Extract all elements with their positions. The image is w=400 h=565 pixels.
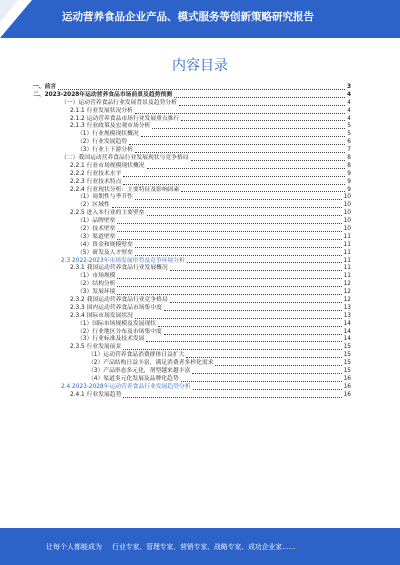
toc-entry[interactable] [33, 100, 351, 108]
toc-entry-label: （1）运动营养食品消费群体日益扩大 [88, 352, 185, 359]
toc-entry-page: 11 [343, 265, 351, 272]
toc-entry[interactable] [33, 171, 351, 179]
toc-entry-label: （1）周期性与季节性 [77, 194, 133, 201]
toc-dot-leader [123, 396, 341, 398]
toc-entry-label: （4）资金和规模壁垒 [77, 241, 133, 248]
toc-entry-page: 16 [343, 375, 351, 382]
toc-dot-leader [181, 190, 345, 192]
toc-entry[interactable] [33, 234, 351, 242]
toc-entry-page: 11 [343, 233, 351, 240]
toc-entry-label: （5）研发及人才壁垒 [77, 249, 133, 256]
toc-entry-label: （3）发展环境 [77, 289, 116, 296]
toc-entry-page: 14 [343, 328, 351, 335]
toc-entry-page: 12 [343, 289, 351, 296]
toc-dot-leader [117, 222, 341, 224]
footer-slogan-main: 让每个人都能成为 [46, 543, 102, 551]
toc-dot-leader [141, 135, 346, 137]
toc-entry[interactable] [33, 250, 351, 258]
toc-dot-leader [135, 112, 345, 114]
toc-entry-page: 15 [343, 368, 351, 375]
toc-entry-page: 10 [343, 194, 351, 201]
toc-entry[interactable] [33, 313, 351, 321]
toc-dot-leader [117, 285, 341, 287]
toc-entry-page: 10 [343, 218, 351, 225]
toc-entry-label: （3）渠道壁垒 [77, 233, 116, 240]
toc-entry-page: 5 [347, 123, 351, 130]
toc-entry[interactable] [33, 352, 351, 360]
toc-entry-label: （1）品牌壁垒 [77, 218, 116, 225]
toc-entry-page: 16 [343, 383, 351, 390]
toc-entry-label: （3）行业标准及技术发展 [77, 336, 145, 343]
toc-entry[interactable] [33, 84, 351, 92]
toc-dot-leader [135, 198, 342, 200]
toc-dot-leader [191, 159, 346, 161]
toc-dot-leader [129, 143, 345, 145]
toc-entry[interactable] [33, 376, 351, 384]
toc-dot-leader [192, 372, 341, 374]
toc-dot-leader [135, 246, 342, 248]
toc-dot-leader [117, 230, 341, 232]
toc-entry[interactable] [33, 384, 351, 392]
toc-entry-page: 6 [347, 139, 351, 146]
toc-entry-page: 12 [343, 297, 351, 304]
toc-dot-leader [112, 206, 342, 208]
toc-entry-page: 8 [347, 162, 351, 169]
toc-entry-page: 4 [346, 91, 351, 98]
toc-dot-leader [135, 317, 342, 319]
toc-entry-page: 13 [343, 304, 351, 311]
toc-entry-page: 11 [343, 241, 351, 248]
toc-entry-page: 3 [346, 83, 351, 90]
toc-entry-page: 15 [343, 352, 351, 359]
toc-entry-label: （二）我国运动营养食品行业发展现状与竞争格局 [61, 155, 189, 161]
toc-entry-page: 10 [343, 202, 351, 209]
toc-entry[interactable] [33, 392, 351, 400]
toc-entry[interactable] [33, 360, 351, 368]
toc-dot-leader [146, 340, 341, 342]
toc-entry[interactable] [33, 281, 351, 289]
toc-entry[interactable] [33, 108, 351, 116]
footer-slogan [46, 541, 386, 552]
toc-entry[interactable] [33, 218, 351, 226]
toc-dot-leader [187, 261, 342, 263]
toc-entry-label: 2.4.1 行业发展趋势 [70, 391, 122, 398]
toc-entry[interactable] [33, 155, 351, 163]
toc-dot-leader [123, 183, 345, 185]
toc-entry-page: 11 [343, 273, 351, 280]
toc-dot-leader [152, 127, 345, 129]
toc-entry[interactable] [33, 297, 351, 305]
toc-entry-page: 14 [343, 336, 351, 343]
toc-entry-label: （2）区域性 [77, 202, 110, 209]
toc-entry[interactable] [33, 139, 351, 147]
toc-entry-label: 二、2023-2028年运动营养食品市场前景及趋势预测 [33, 91, 173, 98]
toc-dot-leader [158, 325, 342, 327]
toc-entry-label: 2.4 2023-2028年运动营养食品行业发展趋势分析 [61, 383, 191, 390]
toc-entry-label: （4）渠道多元化发展及品牌化趋势 [88, 375, 179, 382]
toc-entry-page: 11 [343, 249, 351, 256]
toc-dot-leader [170, 269, 342, 271]
toc-dot-leader [186, 356, 341, 358]
toc-entry-label: 2.2.4 行业现状分析：主要特征及影响因素 [70, 186, 180, 193]
toc-entry[interactable] [33, 242, 351, 250]
toc-entry-page: 9 [347, 170, 351, 177]
toc-entry-page: 7 [347, 147, 351, 154]
toc-entry-label: 一、前言 [33, 83, 57, 90]
toc-dot-leader [123, 175, 345, 177]
toc-dot-leader [117, 293, 341, 295]
toc-entry[interactable] [33, 305, 351, 313]
toc-entry-label: （2）产品结构日益丰富，满足消费者多样化需求 [88, 360, 214, 367]
toc-entry-page: 5 [347, 131, 351, 138]
toc-entry-label: 2.3.5 行业发展前景 [70, 344, 122, 351]
toc-dot-leader [135, 151, 345, 153]
header-title: 运动营养食品企业产品、模式服务等创新策略研究报告 [62, 11, 314, 23]
toc-dot-leader [164, 333, 342, 335]
toc-dot-leader [164, 309, 342, 311]
toc-entry[interactable] [33, 321, 351, 329]
toc-entry-page: 8 [347, 155, 351, 161]
toc-entry-label: （1）市场规模 [77, 273, 116, 280]
toc-entry[interactable] [33, 210, 351, 218]
toc-entry-page: 4 [347, 107, 351, 114]
toc-entry-label: 2.2.5 进入本行业的主要壁垒 [70, 210, 145, 217]
toc-entry-label: 2.2.1 行业市场规模现状概况 [70, 162, 145, 169]
table-of-contents [33, 84, 351, 400]
toc-entry-label: （1）国际市场规模及发展现状 [77, 320, 157, 327]
toc-entry[interactable] [33, 368, 351, 376]
toc-entry-page: 4 [347, 115, 351, 122]
header-corner-accent [0, 0, 18, 22]
toc-dot-leader [181, 380, 342, 382]
toc-entry-page: 10 [343, 226, 351, 233]
toc-dot-leader [193, 388, 342, 390]
toc-entry-label: 2.3.3 国内运动营养食品市场集中度 [70, 304, 162, 311]
toc-entry-page: 15 [343, 344, 351, 351]
toc-entry[interactable] [33, 92, 351, 100]
toc-entry-page: 16 [343, 391, 351, 398]
toc-entry-label: （2）行业发展趋势 [77, 139, 128, 146]
toc-entry-label: （2）结构分析 [77, 281, 116, 288]
toc-entry-label: 2.3 2022-2023年市场发展形势及竞争环境分析 [61, 257, 185, 264]
toc-entry-label: 2.3.1 我国运动营养食品行业发展概况 [70, 265, 168, 272]
toc-dot-leader [58, 88, 345, 90]
toc-dot-leader [117, 238, 341, 240]
toc-entry-page: 15 [343, 360, 351, 367]
toc-entry-label: 2.1.2 运动营养食品市场行业发展重点推行 [70, 115, 180, 122]
toc-entry-page: 4 [347, 99, 351, 106]
toc-entry-page: 10 [343, 210, 351, 217]
toc-entry[interactable] [33, 344, 351, 352]
toc-entry-page: 12 [343, 281, 351, 288]
toc-dot-leader [123, 348, 341, 350]
toc-entry-label: 2.3.4 国际市场发展状况 [70, 312, 133, 319]
toc-dot-leader [135, 254, 342, 256]
toc-entry-label: （一）运动营养食品行业发展背景及趋势分析 [61, 99, 177, 106]
toc-dot-leader [170, 301, 342, 303]
toc-entry[interactable] [33, 289, 351, 297]
page-title: 内容目录 [172, 58, 228, 74]
footer-slogan-roles: 行业专家、管理专家、营销专家、战略专家、成功企业家…… [112, 543, 296, 551]
toc-entry-label: 2.2.2 行业技术水平 [70, 170, 122, 177]
toc-dot-leader [147, 167, 346, 169]
toc-entry-label: （1）行业规模现状概况 [77, 131, 139, 138]
toc-dot-leader [147, 214, 342, 216]
toc-entry-page: 9 [347, 178, 351, 185]
toc-entry-label: （2）技术壁垒 [77, 226, 116, 233]
toc-dot-leader [117, 277, 341, 279]
toc-entry-label: 2.2.3 行业技术特点 [70, 178, 122, 185]
toc-dot-leader [215, 364, 341, 366]
toc-entry[interactable] [33, 226, 351, 234]
toc-entry-label: 2.1.3 行业政策及宏观市场分析 [70, 123, 151, 130]
toc-dot-leader [174, 96, 345, 98]
toc-entry-page: 9 [347, 186, 351, 193]
toc-entry[interactable] [33, 163, 351, 171]
toc-entry-label: （3）行业上下游分析 [77, 147, 133, 154]
toc-entry-page: 14 [343, 320, 351, 327]
toc-entry-label: （3）产品形态多元化，剂型越来越丰富 [88, 368, 191, 375]
toc-entry[interactable] [33, 147, 351, 155]
toc-entry-page: 13 [343, 312, 351, 319]
toc-entry-page: 11 [343, 257, 351, 264]
toc-entry-label: （2）行业地区分布及市场集中度 [77, 328, 162, 335]
toc-entry[interactable] [33, 179, 351, 187]
toc-dot-leader [179, 104, 345, 106]
toc-entry-label: 2.3.2 我国运动营养食品行业竞争格局 [70, 297, 168, 304]
toc-dot-leader [181, 119, 345, 121]
toc-entry-label: 2.1.1 行业发展状况分析 [70, 107, 133, 114]
